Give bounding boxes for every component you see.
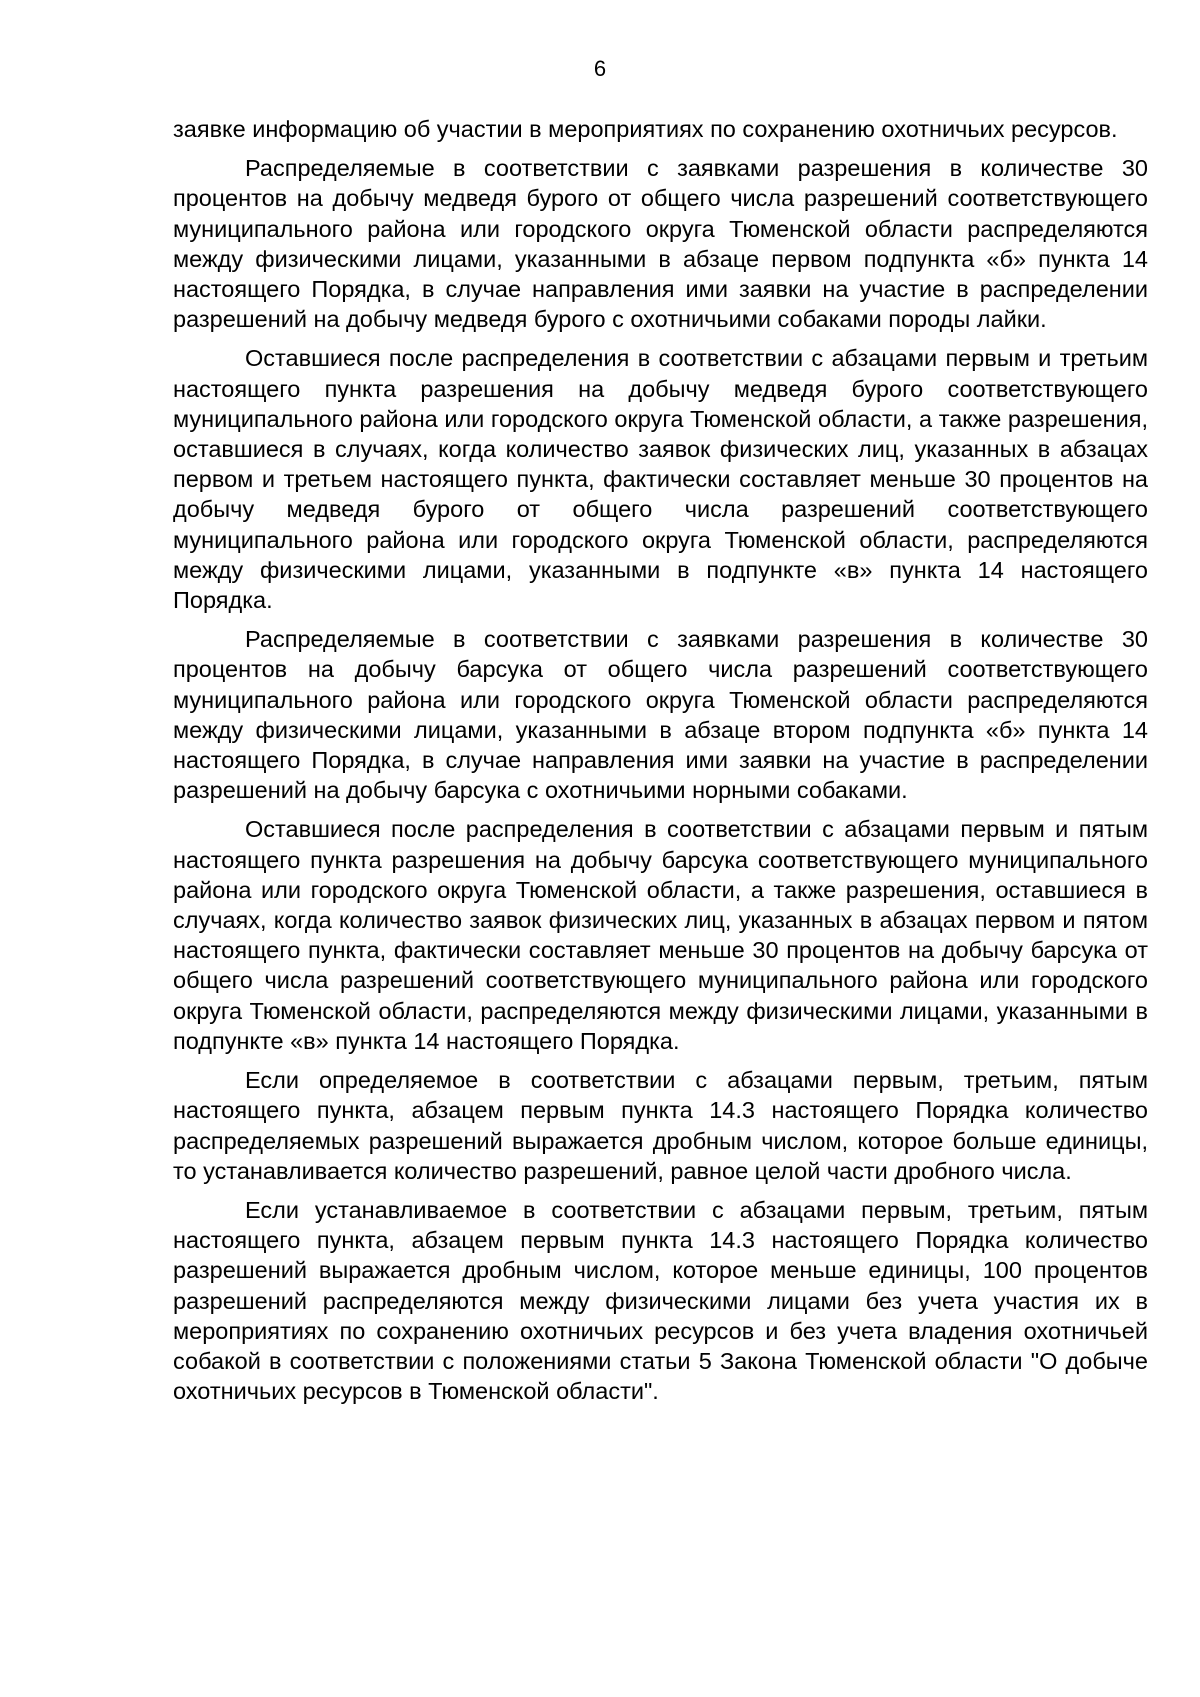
paragraph: Распределяемые в соответствии с заявками разрешения в количестве 30 процентов на добычу барсука от общего числа разрешений соответствующего муниципального района или городского округа Тюменской области распределяются между физическими лицами, указанными в абзаце втором подпункта «б» пункта 14 настоящего Порядка, в случае направления ими заявки на участие в распределении разрешений на добычу барсука с охотничьими норными собаками. xyxy=(173,626,1148,804)
paragraph: Оставшиеся после распределения в соответствии с абзацами первым и третьим настоящего пункта разрешения на добычу медведя бурого соответствующего муниципального района или городского округа Тюменской области, а также разрешения, оставшиеся в случаях, когда количество заявок физических лиц, указанных в абзацах первом и третьем настоящего пункта, фактически составляет меньше 30 процентов на добычу медведя бурого от общего числа разрешений соответствующего муниципального района или городского округа Тюменской области, распределяются между физическими лицами, указанными в подпункте «в» пункта 14 настоящего Порядка. xyxy=(173,345,1148,614)
paragraph: Если определяемое в соответствии с абзацами первым, третьим, пятым настоящего пункта, абзацем первым пункта 14.3 настоящего Порядка количество распределяемых разрешений выражается дробным числом, которое больше единицы, то устанавливается количество разрешений, равное целой части дробного числа. xyxy=(173,1067,1148,1184)
paragraph: Оставшиеся после распределения в соответствии с абзацами первым и пятым настоящего пункта разрешения на добычу барсука соответствующего муниципального района или городского округа Тюменской области, а также разрешения, оставшиеся в случаях, когда количество заявок физических лиц, указанных в абзацах первом и пятом настоящего пункта, фактически составляет меньше 30 процентов на добычу барсука от общего числа разрешений соответствующего муниципального района или городского округа Тюменской области, распределяются между физическими лицами, указанными в подпункте «в» пункта 14 настоящего Порядка. xyxy=(173,816,1148,1054)
page-number: 6 xyxy=(593,56,607,81)
paragraph-continuation: заявке информацию об участии в мероприятиях по сохранению охотничьих ресурсов. xyxy=(173,116,1118,142)
paragraph: Распределяемые в соответствии с заявками разрешения в количестве 30 процентов на добычу медведя бурого от общего числа разрешений соответствующего муниципального района или городского округа Тюменской области распределяются между физическими лицами, указанными в абзаце первом подпункта «б» пункта 14 настоящего Порядка, в случае направления ими заявки на участие в распределении разрешений на добычу медведя бурого с охотничьими собаками породы лайки. xyxy=(173,155,1148,333)
paragraph: Если устанавливаемое в соответствии с абзацами первым, третьим, пятым настоящего пункта, абзацем первым пункта 14.3 настоящего Порядка количество разрешений выражается дробным числом, которое меньше единицы, 100 процентов разрешений распределяются между физическими лицами без учета участия их в мероприятиях по сохранению охотничьих ресурсов и без учета владения охотничьей собакой в соответствии с положениями статьи 5 Закона Тюменской области "О добыче охотничьих ресурсов в Тюменской области". xyxy=(173,1196,1148,1405)
document-body xyxy=(173,114,1148,1415)
